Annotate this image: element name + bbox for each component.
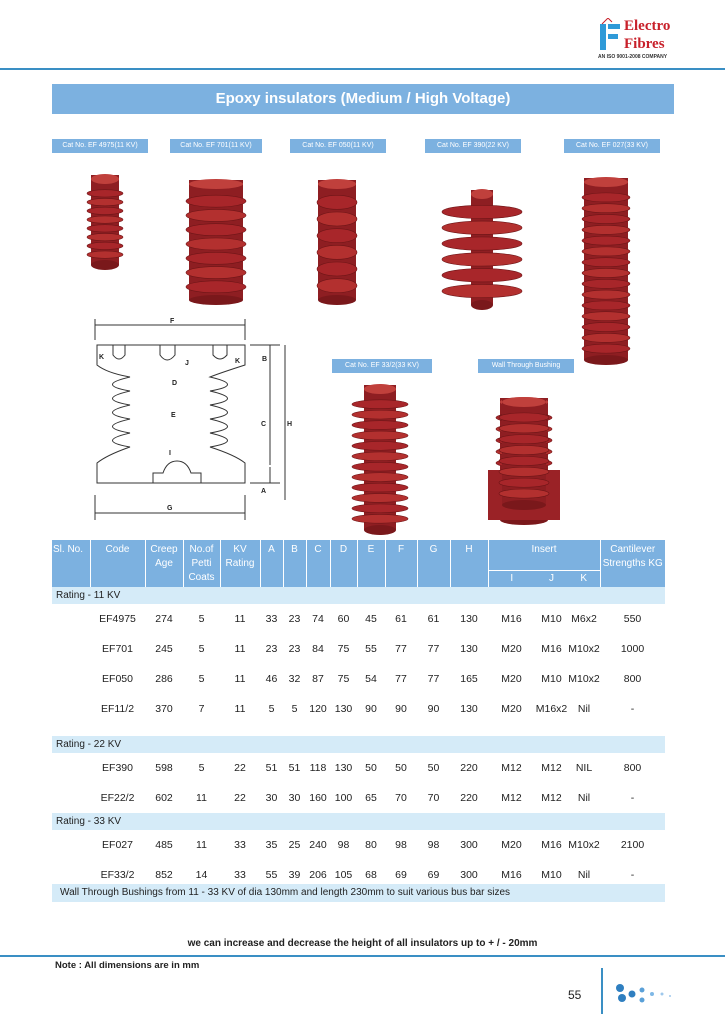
table-cell — [52, 634, 90, 664]
table-cell: 11 — [234, 642, 246, 655]
table-cell: Nil — [577, 868, 591, 881]
table-cell: 75 — [337, 642, 350, 655]
table-cell: 5 — [198, 612, 205, 625]
product-label: Wall Through Bushing — [478, 359, 574, 373]
table-cell: 7 — [198, 702, 205, 715]
col-code: Code — [90, 540, 145, 587]
table-cell: 130 — [334, 761, 353, 774]
table-cell: 800 — [623, 672, 642, 685]
table-cell: 130 — [334, 702, 353, 715]
table-cell: 11 — [196, 838, 207, 851]
table-cell: 50 — [395, 761, 407, 774]
table-cell: 33 — [265, 612, 278, 625]
table-cell: 51 — [288, 761, 301, 774]
product-label: Cat No. EF 390(22 KV) — [425, 139, 521, 153]
group-title: Rating - 11 KV — [52, 587, 665, 604]
col-creep: Creep Age — [145, 540, 183, 587]
table-cell: 602 — [155, 791, 173, 804]
table-cell: 160 — [309, 791, 327, 804]
table-cell: M12 — [541, 791, 562, 804]
table-cell: 50 — [427, 761, 440, 774]
table-cell: M16 — [501, 868, 522, 881]
table-cell: M20 — [501, 672, 522, 685]
table-cell: 33 — [234, 838, 246, 851]
insulator-ef050-image — [317, 179, 357, 305]
table-cell — [52, 783, 90, 813]
table-cell: 130 — [460, 642, 478, 655]
table-cell — [52, 604, 90, 634]
wall-bushing-body — [499, 397, 549, 510]
table-cell: 61 — [427, 612, 440, 625]
product-label: Cat No. EF 050(11 KV) — [290, 139, 386, 153]
table-cell: 65 — [365, 791, 377, 804]
col-insert: Insert — [488, 540, 600, 570]
table-cell: M20 — [501, 642, 522, 655]
table-cell: 245 — [155, 642, 173, 655]
table-cell: - — [630, 702, 635, 715]
dimension-note: Note : All dimensions are in mm — [55, 960, 200, 971]
iso-tagline: AN ISO 9001-2008 COMPANY — [598, 54, 668, 60]
table-cell: 22 — [234, 791, 246, 804]
col-i: I — [488, 570, 535, 587]
dim-label: A — [261, 488, 267, 495]
table-cell: 30 — [265, 791, 278, 804]
insulator-ef4975-image — [87, 174, 123, 270]
page-title: Epoxy insulators (Medium / High Voltage) — [52, 84, 674, 114]
table-cell: 220 — [460, 761, 478, 774]
table-cell: 300 — [460, 868, 478, 881]
table-row — [52, 634, 665, 664]
table-cell: M20 — [501, 838, 522, 851]
table-cell: EF701 — [102, 642, 133, 655]
table-cell: 14 — [195, 868, 208, 881]
table-cell: 5 — [291, 702, 298, 715]
table-cell: 70 — [427, 791, 440, 804]
table-cell: 5 — [198, 672, 205, 685]
table-cell: 32 — [288, 672, 301, 685]
dim-label: F — [170, 318, 175, 325]
table-cell: 50 — [365, 761, 377, 774]
table-cell: 55 — [265, 868, 278, 881]
table-cell: M10 — [541, 672, 562, 685]
footer-vertical-line — [601, 968, 603, 1014]
table-cell: 46 — [265, 672, 278, 685]
group-title: Rating - 33 KV — [52, 813, 665, 830]
table-cell: 11 — [234, 702, 246, 715]
dim-label: K — [99, 354, 105, 361]
table-cell: M16 — [501, 612, 522, 625]
dim-label: K — [235, 358, 241, 365]
table-cell: 5 — [198, 761, 205, 774]
table-cell: 11 — [234, 672, 246, 685]
table-cell: 485 — [155, 838, 173, 851]
table-cell: 90 — [395, 702, 407, 715]
dim-label: E — [171, 412, 176, 419]
table-cell: 77 — [427, 672, 440, 685]
table-cell: 74 — [312, 612, 324, 625]
table-cell: Nil — [577, 791, 591, 804]
col-a: A — [260, 540, 283, 587]
brand-line1: Electro — [624, 18, 671, 34]
product-label: Cat No. EF 701(11 KV) — [170, 139, 262, 153]
table-cell: 98 — [337, 838, 350, 851]
col-d: D — [330, 540, 357, 587]
table-cell: M10x2 — [568, 838, 600, 851]
page-number: 55 — [568, 988, 582, 1002]
table-cell: 240 — [309, 838, 327, 851]
table-cell: 105 — [334, 868, 353, 881]
group-title: Rating - 22 KV — [52, 736, 665, 753]
dimension-diagram — [85, 315, 305, 525]
table-row — [52, 694, 665, 724]
table-cell: 80 — [365, 838, 377, 851]
table-cell: M16x2 — [535, 702, 568, 715]
table-cell: M20 — [501, 702, 522, 715]
table-cell: 598 — [155, 761, 173, 774]
table-cell — [52, 664, 90, 694]
table-cell: 87 — [312, 672, 324, 685]
table-cell: M10 — [541, 612, 562, 625]
col-j: J — [535, 570, 568, 587]
group-row — [52, 813, 665, 830]
table-cell: M12 — [501, 791, 522, 804]
table-cell: 286 — [155, 672, 173, 685]
dim-label: C — [261, 421, 267, 428]
table-row — [52, 753, 665, 783]
table-cell: M10 — [541, 868, 562, 881]
table-cell: 165 — [460, 672, 478, 685]
table-cell: 98 — [427, 838, 440, 851]
insulator-ef33-2-image — [352, 384, 408, 535]
table-cell: 130 — [460, 702, 478, 715]
table-cell — [52, 830, 90, 860]
dim-label: B — [262, 356, 268, 363]
table-cell: M12 — [501, 761, 522, 774]
col-petti: No.of Petti Coats — [183, 540, 220, 587]
table-cell: 25 — [288, 838, 301, 851]
col-b: B — [283, 540, 306, 587]
table-cell: 60 — [337, 612, 350, 625]
table-cell: M10x2 — [568, 672, 600, 685]
table-cell: 1000 — [620, 642, 645, 655]
product-label: Cat No. EF 33/2(33 KV) — [332, 359, 432, 373]
table-cell: 300 — [460, 838, 478, 851]
dim-label: H — [287, 421, 293, 428]
col-c: C — [306, 540, 330, 587]
table-cell: M12 — [541, 761, 562, 774]
table-cell: 23 — [288, 612, 301, 625]
table-cell: - — [630, 868, 635, 881]
table-cell: 35 — [265, 838, 278, 851]
table-cell: 39 — [288, 868, 301, 881]
dim-label: J — [185, 360, 189, 367]
table-cell: 55 — [365, 642, 377, 655]
table-row — [52, 664, 665, 694]
col-f: F — [385, 540, 417, 587]
table-cell: 11 — [234, 612, 246, 625]
table-cell: M16 — [541, 838, 562, 851]
group-row — [52, 736, 665, 753]
table-cell: 23 — [288, 642, 301, 655]
table-cell: EF4975 — [99, 612, 136, 625]
dim-label: I — [169, 450, 171, 457]
table-cell: 206 — [309, 868, 327, 881]
table-cell: 120 — [309, 702, 327, 715]
table-cell: 69 — [427, 868, 440, 881]
table-cell: 220 — [460, 791, 478, 804]
group-row — [52, 587, 665, 604]
table-cell: 23 — [265, 642, 278, 655]
dots-decoration-icon — [612, 980, 692, 1010]
dim-label: G — [167, 505, 173, 512]
table-cell: 69 — [395, 868, 407, 881]
table-cell: 45 — [365, 612, 377, 625]
table-cell: 100 — [334, 791, 353, 804]
table-cell: NIL — [575, 761, 593, 774]
table-cell: 118 — [309, 761, 327, 774]
table-row — [52, 783, 665, 813]
table-cell: 68 — [365, 868, 377, 881]
table-cell: M10x2 — [568, 642, 600, 655]
table-cell: Nil — [577, 702, 591, 715]
table-cell: EF027 — [102, 838, 133, 851]
table-cell: 90 — [365, 702, 377, 715]
table-cell: EF390 — [102, 761, 133, 774]
col-cantilever: Cantilever Strengths KG — [600, 540, 665, 587]
product-label: Cat No. EF 4975(11 KV) — [52, 139, 148, 153]
table-cell — [52, 753, 90, 783]
col-h: H — [450, 540, 488, 587]
table-row — [52, 830, 665, 860]
col-g: G — [417, 540, 450, 587]
table-cell: 370 — [155, 702, 173, 715]
table-cell: 5 — [198, 642, 205, 655]
table-cell: 54 — [365, 672, 377, 685]
insulator-ef701-image — [186, 179, 246, 305]
specs-table — [52, 540, 665, 890]
wall-bushing-note: Wall Through Bushings from 11 - 33 KV of dia 130mm and length 230mm to suit various bus bar sizes — [52, 884, 665, 902]
table-cell: 61 — [395, 612, 407, 625]
table-cell: 274 — [155, 612, 173, 625]
table-cell: 550 — [623, 612, 642, 625]
table-cell — [52, 694, 90, 724]
col-kv: KV Rating — [220, 540, 260, 587]
table-cell: 130 — [460, 612, 478, 625]
table-cell: EF33/2 — [100, 868, 135, 881]
dim-label: D — [172, 380, 178, 387]
table-cell: 30 — [288, 791, 301, 804]
table-cell: 11 — [196, 791, 207, 804]
table-cell: EF050 — [102, 672, 133, 685]
product-label: Cat No. EF 027(33 KV) — [564, 139, 660, 153]
table-row — [52, 604, 665, 634]
col-k: K — [568, 570, 600, 587]
col-e: E — [357, 540, 385, 587]
insulator-ef027-image — [582, 177, 630, 365]
table-cell: M6x2 — [571, 612, 597, 625]
table-cell: 75 — [337, 672, 350, 685]
table-cell: 852 — [155, 868, 173, 881]
col-sl: Sl. No. — [52, 540, 90, 587]
table-cell: 77 — [395, 672, 407, 685]
table-cell: 98 — [395, 838, 407, 851]
table-cell: 70 — [395, 791, 407, 804]
brand-line2: Fibres — [624, 36, 665, 52]
footer-divider — [0, 955, 725, 957]
table-cell: 800 — [623, 761, 642, 774]
table-cell: 77 — [395, 642, 407, 655]
table-cell: 22 — [234, 761, 246, 774]
height-note: we can increase and decrease the height of all insulators up to + / - 20mm — [187, 938, 538, 949]
table-cell: 33 — [234, 868, 246, 881]
table-cell: 2100 — [620, 838, 645, 851]
table-cell: M16 — [541, 642, 562, 655]
table-cell: 5 — [268, 702, 275, 715]
table-cell: 77 — [427, 642, 440, 655]
table-cell: 51 — [265, 761, 278, 774]
table-cell: EF22/2 — [100, 791, 135, 804]
table-cell: EF11/2 — [100, 702, 135, 715]
table-cell: 90 — [427, 702, 440, 715]
insulator-ef390-image — [442, 189, 522, 310]
table-cell: 84 — [312, 642, 324, 655]
table-cell: - — [630, 791, 635, 804]
